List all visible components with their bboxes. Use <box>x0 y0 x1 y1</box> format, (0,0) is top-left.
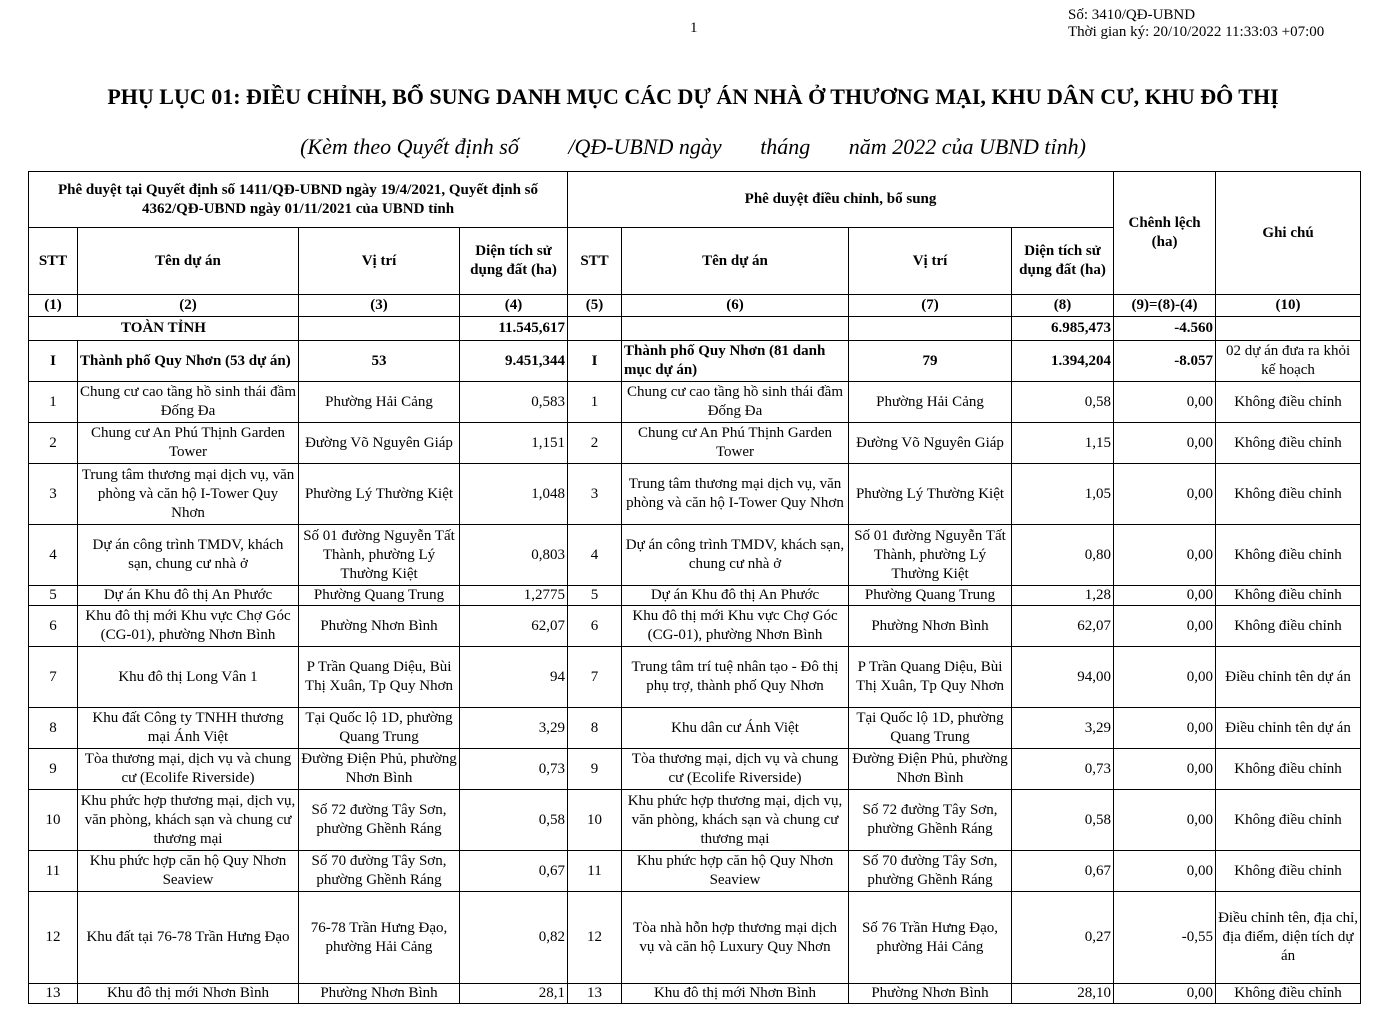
index-row <box>29 295 1361 317</box>
cell-location-old: Số 01 đường Nguyễn Tất Thành, phường Lý Thường Kiệt <box>299 525 460 586</box>
cell-project-name-new: Dự án công trình TMDV, khách sạn, chung cư nhà ở <box>622 525 849 586</box>
table-row <box>29 606 1361 647</box>
cell-area-new: 94,00 <box>1012 647 1114 708</box>
section-area-new: 1.394,204 <box>1012 341 1114 382</box>
header-location-old: Vị trí <box>299 228 460 295</box>
cell-stt-new: 9 <box>568 749 622 790</box>
table-row <box>29 892 1361 984</box>
cell-project-name-new: Khu đô thị mới Khu vực Chợ Góc (CG-01), phường Nhơn Bình <box>622 606 849 647</box>
cell-note: Không điều chỉnh <box>1216 586 1361 606</box>
cell-stt-new: 11 <box>568 851 622 892</box>
section-location-old: 53 <box>299 341 460 382</box>
signature-block <box>1068 7 1324 41</box>
cell-location-new: P Trần Quang Diệu, Bùi Thị Xuân, Tp Quy Nhơn <box>849 647 1012 708</box>
cell-location-new: Số 01 đường Nguyễn Tất Thành, phường Lý Thường Kiệt <box>849 525 1012 586</box>
cell-location-old: Phường Hải Cảng <box>299 382 460 423</box>
table-row <box>29 382 1361 423</box>
cell-location-old: Tại Quốc lộ 1D, phường Quang Trung <box>299 708 460 749</box>
cell-diff: 0,00 <box>1114 790 1216 851</box>
cell-area-new: 1,28 <box>1012 586 1114 606</box>
cell-stt-new: 13 <box>568 984 622 1004</box>
index-cell: (5) <box>568 295 622 317</box>
cell-area-new: 1,15 <box>1012 423 1114 464</box>
cell-stt-new: 7 <box>568 647 622 708</box>
cell-location-old: Phường Nhơn Bình <box>299 984 460 1004</box>
cell-location-old: Phường Quang Trung <box>299 586 460 606</box>
cell-note: Không điều chỉnh <box>1216 525 1361 586</box>
cell-stt-old: 5 <box>29 586 78 606</box>
table-row <box>29 586 1361 606</box>
index-cell: (3) <box>299 295 460 317</box>
cell-diff: 0,00 <box>1114 606 1216 647</box>
cell-stt-old: 3 <box>29 464 78 525</box>
cell-project-name-old: Khu đất tại 76-78 Trần Hưng Đạo <box>78 892 299 984</box>
cell-diff: -0,55 <box>1114 892 1216 984</box>
cell-project-name-old: Chung cư An Phú Thịnh Garden Tower <box>78 423 299 464</box>
cell-diff: 0,00 <box>1114 464 1216 525</box>
index-cell: (10) <box>1216 295 1361 317</box>
section-stt-old: I <box>29 341 78 382</box>
cell-area-old: 0,82 <box>460 892 568 984</box>
header-diff: Chênh lệch (ha) <box>1114 172 1216 295</box>
cell-project-name-new: Chung cư An Phú Thịnh Garden Tower <box>622 423 849 464</box>
header-group-right: Phê duyệt điều chỉnh, bổ sung <box>568 172 1114 228</box>
cell-area-old: 1,2775 <box>460 586 568 606</box>
cell-location-new: Số 70 đường Tây Sơn, phường Ghềnh Ráng <box>849 851 1012 892</box>
index-cell: (2) <box>78 295 299 317</box>
table-row <box>29 525 1361 586</box>
cell-note: Điều chỉnh tên, địa chỉ, địa điểm, diện tích dự án <box>1216 892 1361 984</box>
section-row <box>29 341 1361 382</box>
cell-project-name-old: Dự án công trình TMDV, khách sạn, chung cư nhà ở <box>78 525 299 586</box>
cell-area-old: 0,73 <box>460 749 568 790</box>
table-row <box>29 647 1361 708</box>
section-name-new: Thành phố Quy Nhơn (81 danh mục dự án) <box>622 341 849 382</box>
cell-project-name-old: Khu đô thị mới Nhơn Bình <box>78 984 299 1004</box>
cell-project-name-old: Dự án Khu đô thị An Phước <box>78 586 299 606</box>
cell-project-name-new: Trung tâm trí tuệ nhân tạo - Đô thị phụ trợ, thành phố Quy Nhơn <box>622 647 849 708</box>
cell-stt-new: 8 <box>568 708 622 749</box>
cell-project-name-old: Khu đô thị mới Khu vực Chợ Góc (CG-01), phường Nhơn Bình <box>78 606 299 647</box>
cell-location-new: Phường Quang Trung <box>849 586 1012 606</box>
cell-area-old: 62,07 <box>460 606 568 647</box>
cell-stt-new: 10 <box>568 790 622 851</box>
cell-project-name-new: Tòa nhà hỗn hợp thương mại dịch vụ và căn hộ Luxury Quy Nhơn <box>622 892 849 984</box>
cell-area-new: 1,05 <box>1012 464 1114 525</box>
cell-note: Không điều chỉnh <box>1216 984 1361 1004</box>
page-title: PHỤ LỤC 01: ĐIỀU CHỈNH, BỔ SUNG DANH MỤC CÁC DỰ ÁN NHÀ Ở THƯƠNG MẠI, KHU DÂN CƯ, KHU ĐÔ THỊ <box>107 84 1279 109</box>
cell-stt-new: 6 <box>568 606 622 647</box>
cell-project-name-new: Khu đô thị mới Nhơn Bình <box>622 984 849 1004</box>
table-row <box>29 423 1361 464</box>
header-name-new: Tên dự án <box>622 228 849 295</box>
cell-area-new: 0,27 <box>1012 892 1114 984</box>
cell-note: Không điều chỉnh <box>1216 749 1361 790</box>
index-cell: (6) <box>622 295 849 317</box>
cell-location-new: Đường Điện Phủ, phường Nhơn Bình <box>849 749 1012 790</box>
cell-note: Không điều chỉnh <box>1216 382 1361 423</box>
cell-project-name-new: Tòa thương mại, dịch vụ và chung cư (Ecolife Riverside) <box>622 749 849 790</box>
index-cell: (8) <box>1012 295 1114 317</box>
cell-location-new: Phường Nhơn Bình <box>849 984 1012 1004</box>
cell-area-new: 0,80 <box>1012 525 1114 586</box>
table-row <box>29 790 1361 851</box>
cell-stt-new: 2 <box>568 423 622 464</box>
cell-location-new: Phường Nhơn Bình <box>849 606 1012 647</box>
cell-note: Không điều chỉnh <box>1216 851 1361 892</box>
cell-stt-old: 6 <box>29 606 78 647</box>
cell-stt-old: 8 <box>29 708 78 749</box>
table-row <box>29 464 1361 525</box>
table-row <box>29 749 1361 790</box>
table-row <box>29 851 1361 892</box>
header-name-old: Tên dự án <box>78 228 299 295</box>
cell-project-name-new: Trung tâm thương mại dịch vụ, văn phòng và căn hộ I-Tower Quy Nhơn <box>622 464 849 525</box>
cell-diff: 0,00 <box>1114 382 1216 423</box>
header-group-row <box>29 172 1361 228</box>
cell-project-name-old: Khu phức hợp thương mại, dịch vụ, văn phòng, khách sạn và chung cư thương mại <box>78 790 299 851</box>
table-row <box>29 708 1361 749</box>
cell-area-old: 0,58 <box>460 790 568 851</box>
cell-location-new: Số 76 Trần Hưng Đạo, phường Hải Cảng <box>849 892 1012 984</box>
cell-location-old: P Trần Quang Diệu, Bùi Thị Xuân, Tp Quy Nhơn <box>299 647 460 708</box>
section-diff: -8.057 <box>1114 341 1216 382</box>
cell-note: Điều chỉnh tên dự án <box>1216 708 1361 749</box>
cell-area-new: 0,67 <box>1012 851 1114 892</box>
header-group-left: Phê duyệt tại Quyết định số 1411/QĐ-UBND ngày 19/4/2021, Quyết định số 4362/QĐ-UBND ngày 01/11/2021 của UBND tỉnh <box>29 172 568 228</box>
cell-stt-old: 9 <box>29 749 78 790</box>
cell-area-old: 1,048 <box>460 464 568 525</box>
cell-stt-new: 1 <box>568 382 622 423</box>
cell-location-old: Phường Lý Thường Kiệt <box>299 464 460 525</box>
cell-area-old: 0,583 <box>460 382 568 423</box>
cell-project-name-new: Chung cư cao tầng hồ sinh thái đầm Đống Đa <box>622 382 849 423</box>
cell-project-name-new: Dự án Khu đô thị An Phước <box>622 586 849 606</box>
index-cell: (7) <box>849 295 1012 317</box>
total-row <box>29 317 1361 341</box>
total-area-new: 6.985,473 <box>1012 317 1114 341</box>
cell-note: Không điều chỉnh <box>1216 606 1361 647</box>
cell-project-name-old: Chung cư cao tầng hồ sinh thái đầm Đống Đa <box>78 382 299 423</box>
cell-project-name-new: Khu dân cư Ánh Việt <box>622 708 849 749</box>
cell-stt-old: 1 <box>29 382 78 423</box>
cell-note: Không điều chỉnh <box>1216 790 1361 851</box>
cell-stt-old: 10 <box>29 790 78 851</box>
cell-diff: 0,00 <box>1114 525 1216 586</box>
cell-location-new: Tại Quốc lộ 1D, phường Quang Trung <box>849 708 1012 749</box>
cell-stt-old: 4 <box>29 525 78 586</box>
header-stt-new: STT <box>568 228 622 295</box>
section-stt-new: I <box>568 341 622 382</box>
table-row <box>29 984 1361 1004</box>
index-cell: (4) <box>460 295 568 317</box>
cell-diff: 0,00 <box>1114 708 1216 749</box>
cell-project-name-old: Khu đất Công ty TNHH thương mại Ánh Việt <box>78 708 299 749</box>
cell-diff: 0,00 <box>1114 749 1216 790</box>
cell-area-new: 0,58 <box>1012 382 1114 423</box>
header-note: Ghi chú <box>1216 172 1361 295</box>
cell-diff: 0,00 <box>1114 851 1216 892</box>
cell-location-old: Đường Điện Phủ, phường Nhơn Bình <box>299 749 460 790</box>
cell-stt-new: 12 <box>568 892 622 984</box>
cell-diff: 0,00 <box>1114 647 1216 708</box>
cell-stt-old: 7 <box>29 647 78 708</box>
cell-diff: 0,00 <box>1114 423 1216 464</box>
cell-note: Không điều chỉnh <box>1216 423 1361 464</box>
cell-project-name-old: Trung tâm thương mại dịch vụ, văn phòng và căn hộ I-Tower Quy Nhơn <box>78 464 299 525</box>
section-location-new: 79 <box>849 341 1012 382</box>
total-area-old: 11.545,617 <box>460 317 568 341</box>
cell-location-new: Phường Lý Thường Kiệt <box>849 464 1012 525</box>
cell-stt-new: 3 <box>568 464 622 525</box>
header-area-new: Diện tích sử dụng đất (ha) <box>1012 228 1114 295</box>
cell-area-new: 28,10 <box>1012 984 1114 1004</box>
decision-number: Số: 3410/QĐ-UBND <box>1068 7 1196 23</box>
cell-stt-old: 11 <box>29 851 78 892</box>
cell-project-name-new: Khu phức hợp thương mại, dịch vụ, văn phòng, khách sạn và chung cư thương mại <box>622 790 849 851</box>
cell-area-old: 28,1 <box>460 984 568 1004</box>
cell-location-new: Phường Hải Cảng <box>849 382 1012 423</box>
page-number: 1 <box>690 20 698 36</box>
cell-area-old: 3,29 <box>460 708 568 749</box>
cell-location-new: Đường Võ Nguyên Giáp <box>849 423 1012 464</box>
project-table <box>28 171 1361 1004</box>
cell-note: Không điều chỉnh <box>1216 464 1361 525</box>
cell-project-name-old: Khu đô thị Long Vân 1 <box>78 647 299 708</box>
cell-stt-new: 5 <box>568 586 622 606</box>
cell-project-name-old: Khu phức hợp căn hộ Quy Nhơn Seaview <box>78 851 299 892</box>
cell-stt-old: 12 <box>29 892 78 984</box>
cell-location-old: 76-78 Trần Hưng Đạo, phường Hải Cảng <box>299 892 460 984</box>
index-cell: (9)=(8)-(4) <box>1114 295 1216 317</box>
cell-location-new: Số 72 đường Tây Sơn, phường Ghềnh Ráng <box>849 790 1012 851</box>
cell-area-new: 62,07 <box>1012 606 1114 647</box>
header-stt-old: STT <box>29 228 78 295</box>
cell-location-old: Số 72 đường Tây Sơn, phường Ghềnh Ráng <box>299 790 460 851</box>
section-note: 02 dự án đưa ra khỏi kế hoạch <box>1216 341 1361 382</box>
header-location-new: Vị trí <box>849 228 1012 295</box>
cell-diff: 0,00 <box>1114 984 1216 1004</box>
cell-area-old: 1,151 <box>460 423 568 464</box>
cell-stt-new: 4 <box>568 525 622 586</box>
cell-note: Điều chỉnh tên dự án <box>1216 647 1361 708</box>
cell-stt-old: 13 <box>29 984 78 1004</box>
header-area-old: Diện tích sử dụng đất (ha) <box>460 228 568 295</box>
cell-area-new: 0,58 <box>1012 790 1114 851</box>
cell-area-new: 0,73 <box>1012 749 1114 790</box>
cell-stt-old: 2 <box>29 423 78 464</box>
cell-area-old: 0,803 <box>460 525 568 586</box>
cell-location-old: Đường Võ Nguyên Giáp <box>299 423 460 464</box>
page-subtitle: (Kèm theo Quyết định số /QĐ-UBND ngày tháng năm 2022 của UBND tỉnh) <box>300 134 1086 159</box>
cell-project-name-new: Khu phức hợp căn hộ Quy Nhơn Seaview <box>622 851 849 892</box>
section-area-old: 9.451,344 <box>460 341 568 382</box>
index-cell: (1) <box>29 295 78 317</box>
cell-diff: 0,00 <box>1114 586 1216 606</box>
section-name-old: Thành phố Quy Nhơn (53 dự án) <box>78 341 299 382</box>
cell-area-new: 3,29 <box>1012 708 1114 749</box>
cell-project-name-old: Tòa thương mại, dịch vụ và chung cư (Ecolife Riverside) <box>78 749 299 790</box>
cell-location-old: Phường Nhơn Bình <box>299 606 460 647</box>
cell-area-old: 94 <box>460 647 568 708</box>
total-label: TOÀN TỈNH <box>29 317 299 341</box>
cell-area-old: 0,67 <box>460 851 568 892</box>
total-diff: -4.560 <box>1114 317 1216 341</box>
cell-location-old: Số 70 đường Tây Sơn, phường Ghềnh Ráng <box>299 851 460 892</box>
signed-time: Thời gian ký: 20/10/2022 11:33:03 +07:00 <box>1068 24 1325 40</box>
